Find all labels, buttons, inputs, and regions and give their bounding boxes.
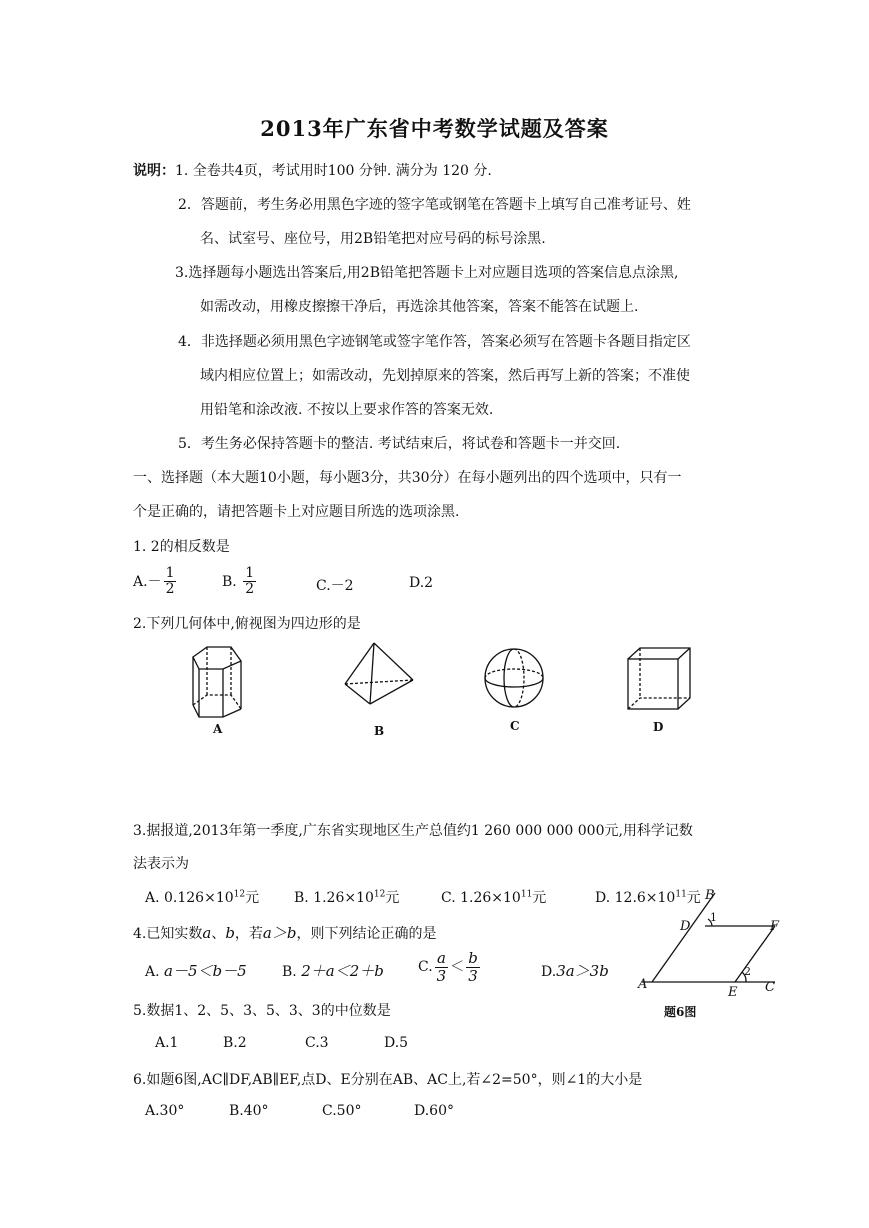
q1-a-fraction: $\frac{1}{2}$ bbox=[165, 565, 175, 598]
instructions-item-3: 3.选择题每小题选出答案后,用2B铅笔把答题卡上对应题目选项的答案信息点涂黑, bbox=[175, 265, 679, 281]
q2-label-d: D bbox=[653, 720, 664, 734]
q6-caption: 题6图 bbox=[664, 1005, 697, 1019]
q3-stem: 3.据报道,2013年第一季度,广东省实现地区生产总值约1 260 000 000 000元,用科学记数 bbox=[133, 823, 693, 839]
q3-option-b: B. $1.26\times 10^{12}$元 bbox=[294, 889, 400, 906]
q4-stem: 4.已知实数a、b，若a＞b，则下列结论正确的是 bbox=[133, 924, 437, 942]
q1-option-a: A.－ $\frac{1}{2}$ bbox=[133, 565, 175, 598]
q6-option-d: D.60° bbox=[414, 1103, 454, 1119]
q6-point-c: C bbox=[765, 980, 775, 995]
q6-option-c: C.50° bbox=[322, 1103, 362, 1119]
instructions-item-4-cont2: 用铅笔和涂改液. 不按以上要求作答的答案无效. bbox=[200, 402, 494, 418]
q3-option-d: D. $12.6\times 10^{11}$元 bbox=[595, 889, 701, 906]
q3-option-a: A. $0.126\times 10^{12}$元 bbox=[145, 889, 260, 906]
instructions-item-4: 4．非选择题必须用黑色字迹钢笔或签字笔作答，答案必须写在答题卡各题目指定区 bbox=[178, 334, 691, 350]
page-title: 2013年广东省中考数学试题及答案 bbox=[260, 116, 609, 141]
q2-label-b: B bbox=[374, 724, 385, 738]
q2-label-a: A bbox=[213, 722, 223, 736]
instructions-item-1: 说明：1. 全卷共4页，考试用时100 分钟. 满分为 120 分. bbox=[133, 163, 492, 179]
q6-stem: 6.如题6图,AC∥DF,AB∥EF,点D、E分别在AB、AC上,若∠2=50°，则∠1的大小是 bbox=[133, 1072, 643, 1088]
q6-point-d: D bbox=[680, 919, 691, 934]
q6-figure bbox=[630, 888, 790, 1023]
q6-point-b: B bbox=[705, 888, 715, 903]
instructions-item-2-cont: 名、试室号、座位号，用2B铅笔把对应号码的标号涂黑. bbox=[200, 231, 546, 247]
q5-option-d: D.5 bbox=[384, 1035, 409, 1051]
instructions-item-2: 2．答题前，考生务必用黑色字迹的签字笔或钢笔在答题卡上填写自己准考证号、姓 bbox=[178, 197, 691, 213]
q6-point-e: E bbox=[728, 985, 738, 1000]
q2-figure-c bbox=[481, 642, 551, 742]
q1-option-b: B. $\frac{1}{2}$ bbox=[222, 565, 255, 598]
q5-option-a: A.1 bbox=[155, 1035, 179, 1051]
q5-stem: 5.数据1、2、5、3、5、3、3的中位数是 bbox=[133, 1003, 391, 1019]
q2-figure-b bbox=[340, 640, 420, 740]
q2-figure-a bbox=[183, 645, 253, 745]
instructions-item-4-cont: 域内相应位置上；如需改动，先划掉原来的答案，然后再写上新的答案；不准使 bbox=[200, 368, 690, 384]
instructions-label: 说明： bbox=[133, 163, 175, 179]
q3-stem-cont: 法表示为 bbox=[133, 856, 189, 872]
q5-option-b: B.2 bbox=[223, 1035, 247, 1051]
q6-point-a: A bbox=[638, 977, 648, 992]
q1-option-c: C.－2 bbox=[316, 578, 354, 594]
q6-angle-1: 1 bbox=[710, 911, 717, 924]
q2-stem: 2.下列几何体中,俯视图为四边形的是 bbox=[133, 616, 361, 632]
instructions-item-3-cont: 如需改动，用橡皮擦擦干净后，再选涂其他答案，答案不能答在试题上. bbox=[200, 299, 639, 315]
q6-option-a: A.30° bbox=[145, 1103, 185, 1119]
q2-figure-d bbox=[620, 645, 700, 745]
section-1-heading: 一、选择题（本大题10小题，每小题3分，共30分）在每小题列出的四个选项中，只有一 bbox=[133, 470, 682, 486]
q5-option-c: C.3 bbox=[305, 1035, 329, 1051]
q1-option-d: D.2 bbox=[409, 575, 434, 591]
q6-option-b: B.40° bbox=[229, 1103, 269, 1119]
section-1-heading-cont: 个是正确的，请把答题卡上对应题目所选的选项涂黑. bbox=[133, 504, 460, 520]
q6-point-f: F bbox=[770, 919, 780, 934]
q4-option-a: A. a－5＜b－5 bbox=[145, 962, 247, 980]
q4-option-c: C. $\frac{a}{3}$ ＜ $\frac{b}{3}$ bbox=[418, 949, 478, 985]
q2-label-c: C bbox=[510, 719, 520, 733]
q6-angle-2: 2 bbox=[744, 965, 751, 978]
instructions-item-5: 5．考生务必保持答题卡的整洁. 考试结束后，将试卷和答题卡一并交回. bbox=[178, 436, 621, 452]
q4-option-b: B. 2＋a＜2＋b bbox=[282, 962, 384, 980]
q1-stem: 1. 2的相反数是 bbox=[133, 539, 230, 555]
q1-b-fraction: $\frac{1}{2}$ bbox=[245, 565, 255, 598]
q4-option-d: D.3a＞3b bbox=[541, 962, 609, 980]
q3-option-c: C. $1.26\times 10^{11}$元 bbox=[441, 889, 547, 906]
